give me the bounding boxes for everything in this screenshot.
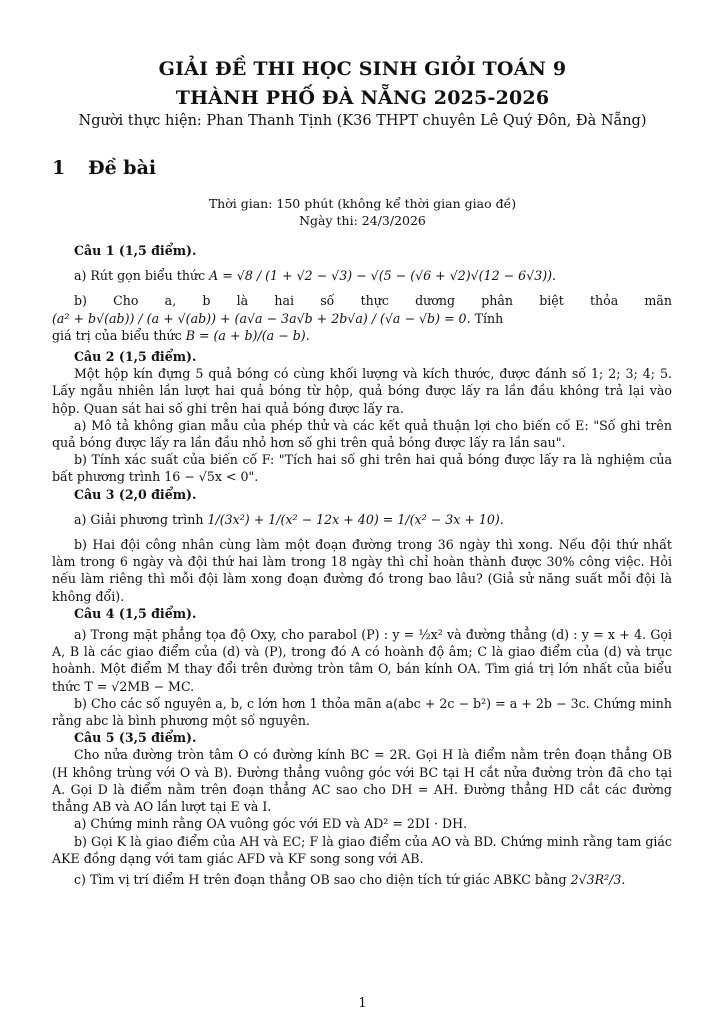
question-5c [52,871,672,888]
question-5-title: Câu 5 (3,5 điểm). [74,730,197,746]
page-number: 1 [358,996,367,1011]
question-4-title: Câu 4 (1,5 điểm). [74,605,197,621]
question-1b-formula: (a² + b√(ab)) / (a + √(ab)) + (a√a − 3a√b + 2b√a) / (√a − √b) = 0. [52,310,471,326]
question-5-intro: Cho nửa đường tròn tâm O có đường kính BC = 2R. Gọi H là điểm nằm trên đoạn thẳng OB (H không trùng với O và B). Đường thẳng vuông góc với BC tại H cắt nửa đường tròn đã cho tại A. Gọi D là điểm nằm trên đoạn thẳng AC sao cho DH = AH. Đường thẳng HD cắt các đường thẳng AB và AO lần lượt tại E và I. [52,747,672,815]
question-1b-text: b) Cho a, b là hai số thực dương phân biệt thỏa mãn [74,293,672,309]
question-5c-formula: 2√3R²/3. [570,871,626,887]
section-number: 1 [52,157,66,179]
section-title: Đề bài [88,157,157,179]
exam-date: Ngày thi: 24/3/2026 [299,213,426,228]
question-1b-line-2 [52,327,672,344]
question-1b [52,292,672,326]
document-title-line-1: GIẢI ĐỀ THI HỌC SINH GIỎI TOÁN 9 [158,58,567,80]
question-1a [52,267,672,284]
question-3b: b) Hai đội công nhân cùng làm một đoạn đường trong 36 ngày thì xong. Nếu đội thứ nhất làm trong 6 ngày và đội thứ hai làm trong 18 ngày thì chỉ hoàn thành được 30% công việc. Hỏi nếu làm riêng thì mỗi đội làm xong đoạn đường đó trong bao lâu? (Giả sử năng suất mỗi đội là không đổi). [52,537,672,604]
question-3a [52,511,672,528]
question-5a: a) Chứng minh rằng OA vuông góc với ED và AD² = 2DI · DH. [74,816,468,832]
question-2b: b) Tính xác suất của biến cố F: "Tích hai số ghi trên hai quả bóng được lấy ra là nghiệm của bất phương trình 16 − √5x < 0". [52,452,672,485]
section-heading [52,157,156,179]
author-line: Người thực hiện: Phan Thanh Tịnh (K36 THPT chuyên Lê Quý Đôn, Đà Nẵng) [78,113,647,129]
document-title-line-2: THÀNH PHỐ ĐÀ NẴNG 2025-2026 [175,87,550,109]
question-1a-text: a) Rút gọn biểu thức [74,268,206,284]
question-2-intro: Một hộp kín đựng 5 quả bóng có cùng khối lượng và kích thước, được đánh số 1; 2; 3; 4; 5. Lấy ngẫu nhiên lần lượt hai quả bóng từ hộp, quả bóng được lấy ra lần đầu không trả lại vào hộp. Quan sát hai số ghi trên hai quả bóng được lấy ra. [52,366,672,416]
problem-statements [52,242,672,888]
question-3-title: Câu 3 (2,0 điểm). [74,486,197,502]
question-2a: a) Mô tả không gian mẫu của phép thử và các kết quả thuận lợi cho biến cố E: "Số ghi trên quả bóng được lấy ra lần đầu nhỏ hơn số ghi trên quả bóng được lấy ra lần sau". [52,417,672,451]
question-5c-text: c) Tìm vị trí điểm H trên đoạn thẳng OB sao cho diện tích tứ giác ABKC bằng [74,871,567,887]
question-1a-formula: A = √8 / (1 + √2 − √3) − √(5 − (√6 + √2)√(12 − 6√3)). [209,268,557,284]
question-5b: b) Gọi K là giao điểm của AH và EC; F là giao điểm của AO và BD. Chứng minh rằng tam giác AKE đồng dạng với tam giác AFD và KF song song với AB. [52,833,672,866]
question-4b: b) Cho các số nguyên a, b, c lớn hơn 1 thỏa mãn a(abc + 2c − b²) = a + 2b − 3c. Chứng minh rằng abc là bình phương một số nguyên. [52,695,672,729]
question-3a-text: a) Giải phương trình [74,511,204,527]
question-4a: a) Trong mặt phẳng tọa độ Oxy, cho parabol (P) : y = ½x² và đường thẳng (d) : y = x + 4. Gọi A, B là các giao điểm của (d) và (P), trong đó A có hoành độ âm; C là giao điểm của (d) và trục hoành. Một điểm M thay đổi trên đường tròn tâm O, bán kính OA. Tìm giá trị lớn nhất của biểu thức T = √2MB − MC. [52,627,672,694]
question-1-title: Câu 1 (1,5 điểm). [74,243,197,258]
question-1b-line-2-text: giá trị của biểu thức [52,327,182,343]
question-1b-formula-2: B = (a + b)/(a − b). [185,327,310,343]
question-2-title: Câu 2 (1,5 điểm). [74,349,197,365]
question-1b-text-2: Tính [474,310,504,326]
question-3a-formula: 1/(3x²) + 1/(x² − 12x + 40) = 1/(x² − 3x + 10). [207,511,504,527]
exam-time: Thời gian: 150 phút (không kể thời gian giao đề) [208,196,517,211]
